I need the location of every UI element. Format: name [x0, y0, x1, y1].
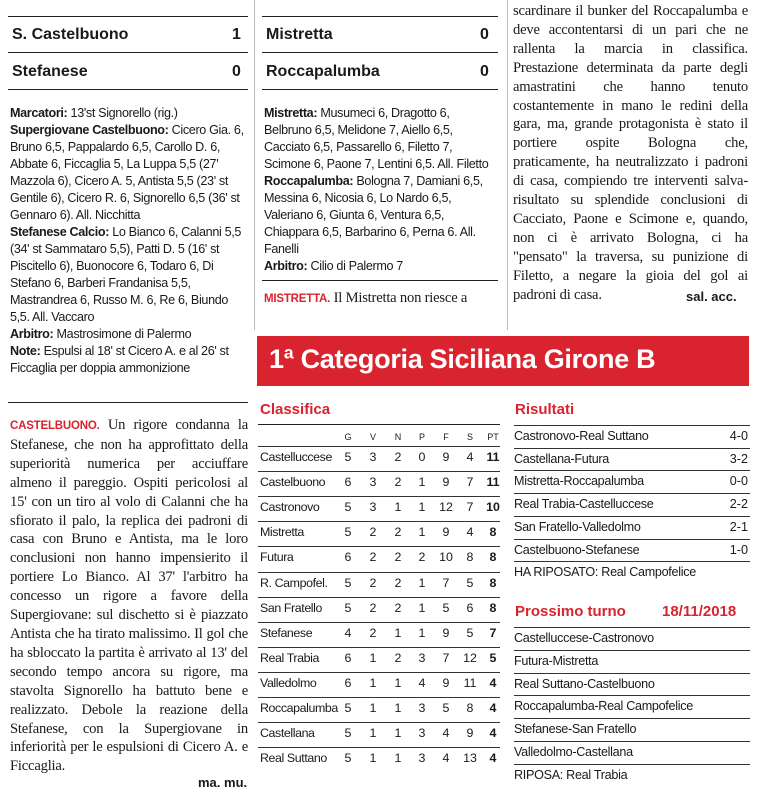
referee-line [10, 326, 248, 343]
stat-cell: 8 [466, 701, 474, 715]
rule [8, 16, 248, 17]
standings-col-header: P [418, 432, 425, 442]
points-cell: 4 [489, 701, 497, 715]
stat-cell: 1 [394, 701, 402, 715]
result-score: 0-0 [729, 474, 748, 489]
team-name: Castellana [260, 726, 315, 741]
article-author: ma. mu. [198, 775, 248, 790]
points-cell: 4 [489, 675, 497, 690]
stat-cell: 6 [344, 550, 352, 565]
match1-away-team: Stefanese [12, 63, 88, 80]
team-name: San Fratello [260, 600, 323, 615]
stat-cell: 9 [466, 726, 474, 741]
match2-home-team: Mistretta [266, 26, 333, 43]
detail-label: Arbitro: [10, 327, 54, 341]
standings-col-header: G [344, 432, 352, 442]
fixture-match: Stefanese-San Fratello [514, 722, 637, 737]
stat-cell: 1 [418, 500, 426, 515]
stat-cell: 5 [466, 625, 474, 640]
stat-cell: 5 [442, 600, 450, 615]
stat-cell: 13 [463, 751, 477, 766]
team-name: Futura [260, 550, 294, 565]
stat-cell: 6 [344, 475, 352, 490]
stat-cell: 3 [418, 650, 426, 665]
result-score: 4-0 [729, 429, 748, 443]
result-match: San Fratello-Valledolmo [514, 519, 641, 534]
points-cell: 8 [489, 600, 497, 615]
detail-text: Lo Bianco 6, Calanni 5,5 (34' st Sammataro 5,5), Patti D. 5 (16' st Piscitello 6), Buonocore 6, Todaro 6, Di Stefano 6, Barberi Frandanisa 5,5, Mastrandrea 6, Russo M. 6, Re 6, Biundo 5,5. All. Vaccaro [10, 225, 242, 324]
article-body: Un rigore condanna la Stefanese, che non ha approfittato della superiorità numerica per acciuffare almeno il pareggio. Ospiti pericolosi al 15' con un tiro al volo di Calanni che ha sfiorato il palo, la replica dei padroni di casa con Bruno e Antista, ma le loro conclusioni non hanno impensierito il portiere Lo Bianco. Al 37' l'arbitro ha concesso un rigore a favore della Supergiovane: sul dischetto si è piazzato Antista che ha tirato malissimo. Il gol che ha sbloccato la partita è arrivato al 13' del secondo tempo ancora su rigore, ma stavolta Signorello ha battuto bene e realizzato. Debole la reazione della Stefanese, con la Supergiovane in inferiorità per le espulsioni di Cicero A. e Ficcaglia. [10, 417, 248, 775]
stat-cell: 3 [418, 701, 426, 715]
stat-cell: 2 [394, 550, 402, 565]
stat-cell: 9 [442, 625, 450, 640]
stat-cell: 9 [442, 675, 450, 690]
stat-cell: 2 [394, 475, 402, 490]
stat-cell: 12 [463, 650, 477, 665]
detail-label: Stefanese Calcio: [10, 225, 110, 239]
team-name: Valledolmo [260, 675, 317, 690]
stat-cell: 4 [418, 675, 426, 690]
result-match: Mistretta-Roccapalumba [514, 474, 644, 489]
fixture-match: Valledolmo-Castellana [514, 745, 633, 759]
stat-cell: 6 [344, 675, 352, 690]
result-row [514, 539, 750, 562]
away-lineup [264, 173, 498, 258]
match1-details [10, 105, 248, 377]
stat-cell: 2 [394, 525, 402, 540]
match2-home-score: 0 [480, 26, 489, 43]
stat-cell: 1 [418, 575, 426, 590]
match2-article-start [264, 289, 498, 309]
standings-col-header: S [466, 432, 473, 442]
next-round-title: Prossimo turno [515, 603, 626, 620]
stat-cell: 5 [344, 500, 352, 515]
standings-row [258, 622, 500, 645]
away-lineup [10, 224, 248, 326]
stat-cell: 3 [418, 726, 426, 741]
next-round-date: 18/11/2018 [662, 603, 737, 620]
stat-cell: 9 [442, 450, 450, 464]
stat-cell: 2 [394, 450, 402, 464]
result-score: 2-1 [729, 519, 748, 534]
fixture-row [514, 673, 750, 696]
stat-cell: 5 [344, 525, 352, 540]
stat-cell: 4 [466, 525, 474, 540]
stat-cell: 4 [344, 625, 352, 640]
stat-cell: 5 [344, 600, 352, 615]
rule [8, 402, 248, 403]
fixture-match: Futura-Mistretta [514, 653, 599, 668]
stat-cell: 1 [394, 751, 402, 766]
team-name: R. Campofel. [260, 575, 328, 590]
home-lineup [10, 122, 248, 224]
stat-cell: 7 [442, 575, 450, 590]
stat-cell: 4 [442, 726, 450, 741]
detail-label: Supergiovane Castelbuono: [10, 123, 169, 137]
stat-cell: 4 [442, 751, 450, 766]
stat-cell: 3 [418, 751, 426, 766]
stat-cell: 8 [466, 550, 474, 565]
points-cell: 5 [489, 650, 497, 665]
stat-cell: 2 [418, 550, 426, 565]
league-banner [257, 336, 749, 386]
points-cell: 11 [486, 475, 500, 490]
stat-cell: 5 [344, 575, 352, 590]
stat-cell: 2 [369, 525, 377, 540]
article-body-start: Il Mistretta non riesce a [330, 290, 468, 306]
result-match: Real Trabia-Castelluccese [514, 497, 654, 512]
column-divider [507, 0, 508, 330]
detail-label: Note: [10, 344, 41, 358]
points-cell: 8 [489, 575, 497, 590]
stat-cell: 5 [466, 575, 474, 590]
match1-home-team: S. Castelbuono [12, 26, 129, 43]
team-name: Mistretta [260, 525, 304, 540]
stat-cell: 3 [369, 500, 377, 515]
stat-cell: 5 [344, 450, 352, 464]
detail-text: Musumeci 6, Dragotto 6, Belbruno 6,5, Melidone 7, Aiello 6,5, Cacciato 6,5, Passarello 6, Filetto 7, Scimone 6, Paone 7, Lentini 6,5. All. Filetto [264, 106, 489, 171]
stat-cell: 1 [369, 726, 377, 741]
home-lineup [264, 105, 498, 173]
article-kicker: CASTELBUONO. [10, 420, 100, 432]
standings-row [258, 521, 500, 544]
detail-label: Mistretta: [264, 106, 318, 120]
stat-cell: 9 [442, 525, 450, 540]
stat-cell: 1 [418, 475, 426, 490]
match2-away-score: 0 [480, 63, 489, 80]
notes-line [10, 343, 248, 377]
stat-cell: 10 [439, 550, 453, 565]
match2-away-team: Roccapalumba [266, 63, 380, 80]
detail-text: Cicero Gia. 6, Bruno 6,5, Pappalardo 6,5, Carollo D. 6, Abbate 6, Ficcaglia 5, La Luppa 5,5 (27' Mazzola 6), Cicero A. 5, Antista 5,5 (23' st Gentile 6), Cicero R. 6, Signorello 6,5 (36' st Gennaro 6). All. Nicchitta [10, 123, 244, 222]
stat-cell: 6 [344, 650, 352, 665]
detail-text: Bologna 7, Damiani 6,5, Messina 6, Nicosia 6, Lo Nardo 6,5, Valeriano 6, Giunta 6, Ventura 6,5, Chiappara 6,5, Barbarino 6, Perna 6. All. Fanelli [264, 174, 483, 256]
stat-cell: 5 [344, 726, 352, 741]
fixture-row [514, 695, 750, 718]
stat-cell: 4 [466, 450, 474, 464]
result-score: 3-2 [729, 451, 748, 466]
stat-cell: 6 [466, 600, 474, 615]
scorers-line [10, 105, 248, 122]
stat-cell: 3 [369, 475, 377, 490]
fixture-match: RIPOSA: Real Trabia [514, 767, 628, 782]
stat-cell: 7 [466, 475, 474, 490]
article-body-cont: scardinare il bunker del Roccapalumba e deve accontentarsi di un pari che ne rallenta la marcia in classifica. Prestazione determinata da parte degli amastratini che hanno tenuto costantemente in mano le redini della gara, ma, grande protagonista è stato il portiere ospite Bologna che, praticamente, ha neutralizzato i padroni di casa, compiendo tre interventi salva-risultato su splendide conclusioni di Cacciato, Paone e Scimone e, quando, non ci è arrivato Bologna, ci ha "pensato" la traversa, su punizione di Filetto, a negare la gioia del gol ai padroni di casa. [513, 3, 748, 303]
rule [262, 280, 498, 281]
match2-details [264, 105, 498, 275]
team-name: Roccapalumba [260, 701, 338, 715]
rule [8, 89, 248, 90]
result-match: HA RIPOSATO: Real Campofelice [514, 565, 696, 580]
standings-row [258, 572, 500, 595]
standings-row [258, 597, 500, 620]
rule [262, 52, 498, 53]
points-cell: 7 [489, 625, 497, 640]
stat-cell: 1 [369, 650, 377, 665]
result-row [514, 425, 750, 448]
article-kicker: MISTRETTA. [264, 293, 331, 305]
standings-col-header: PT [487, 432, 499, 442]
stat-cell: 11 [463, 675, 477, 690]
standings-title: Classifica [260, 401, 331, 418]
stat-cell: 1 [394, 625, 402, 640]
team-name: Stefanese [260, 625, 313, 640]
fixture-match: Castelluccese-Castronovo [514, 631, 654, 645]
stat-cell: 0 [418, 450, 426, 464]
stat-cell: 1 [369, 675, 377, 690]
stat-cell: 1 [394, 500, 402, 515]
standings-row [258, 647, 500, 670]
stat-cell: 5 [344, 751, 352, 766]
stat-cell: 5 [344, 701, 352, 715]
match2-article-cont [513, 2, 748, 305]
result-row [514, 448, 750, 471]
article-author: sal. acc. [686, 289, 737, 304]
standings-row [258, 722, 500, 745]
fixture-row [514, 627, 750, 650]
rule [262, 89, 498, 90]
team-name: Castelluccese [260, 450, 332, 464]
match1-away-score: 0 [232, 63, 241, 80]
stat-cell: 1 [394, 675, 402, 690]
team-name: Real Suttano [260, 751, 327, 766]
points-cell: 8 [489, 525, 497, 540]
standings-col-header: N [394, 432, 402, 442]
stat-cell: 1 [418, 525, 426, 540]
stat-cell: 2 [369, 600, 377, 615]
result-score: 1-0 [729, 542, 748, 557]
detail-text: Cilio di Palermo 7 [307, 259, 403, 273]
match1-article [10, 416, 248, 776]
detail-text: Espulsi al 18' st Cicero A. e al 26' st Ficcaglia per doppia ammonizione [10, 344, 229, 375]
result-match: Castellana-Futura [514, 451, 609, 466]
stat-cell: 9 [442, 475, 450, 490]
stat-cell: 3 [369, 450, 377, 464]
team-name: Castelbuono [260, 475, 326, 490]
standings-row [258, 496, 500, 519]
stat-cell: 1 [369, 751, 377, 766]
result-score: 2-2 [729, 497, 748, 512]
stat-cell: 2 [394, 650, 402, 665]
stat-cell: 2 [369, 575, 377, 590]
standings-col-header: V [369, 432, 376, 442]
stat-cell: 2 [369, 550, 377, 565]
points-cell: 10 [486, 500, 500, 515]
rule [258, 424, 500, 425]
standings-row [258, 747, 500, 770]
fixture-row [514, 650, 750, 673]
stat-cell: 1 [369, 701, 377, 715]
standings-row [258, 446, 500, 469]
stat-cell: 2 [394, 600, 402, 615]
stat-cell: 7 [442, 650, 450, 665]
result-row [514, 516, 750, 539]
standings-row [258, 697, 500, 720]
result-row [514, 561, 750, 584]
stat-cell: 1 [418, 600, 426, 615]
stat-cell: 1 [418, 625, 426, 640]
column-divider [254, 0, 255, 330]
fixture-match: Roccapalumba-Real Campofelice [514, 699, 693, 714]
results-title: Risultati [515, 401, 575, 418]
team-name: Castronovo [260, 500, 320, 515]
team-name: Real Trabia [260, 650, 319, 665]
points-cell: 8 [489, 550, 497, 565]
standings-col-header: F [443, 432, 449, 442]
stat-cell: 1 [394, 726, 402, 741]
match1-box [8, 0, 248, 809]
result-match: Castronovo-Real Suttano [514, 429, 649, 443]
detail-label: Arbitro: [264, 259, 308, 273]
points-cell: 4 [489, 726, 497, 741]
stat-cell: 2 [394, 575, 402, 590]
points-cell: 11 [486, 450, 500, 464]
points-cell: 4 [489, 751, 497, 766]
standings-row [258, 471, 500, 494]
fixture-match: Real Suttano-Castelbuono [514, 676, 655, 691]
stat-cell: 2 [369, 625, 377, 640]
match2-box [262, 0, 498, 330]
match1-home-score: 1 [232, 26, 241, 43]
result-row [514, 470, 750, 493]
standings-row [258, 546, 500, 569]
stat-cell: 7 [466, 500, 474, 515]
fixture-row [514, 764, 750, 787]
stat-cell: 12 [439, 500, 453, 515]
rule [8, 52, 248, 53]
result-match: Castelbuono-Stefanese [514, 542, 640, 557]
fixture-row [514, 718, 750, 741]
detail-label: Marcatori: [10, 106, 68, 120]
rule [262, 16, 498, 17]
league-title: 1ª Categoria Siciliana Girone B [269, 344, 656, 374]
detail-text: Mastrosimone di Palermo [53, 327, 192, 341]
fixture-row [514, 741, 750, 764]
standings-row [258, 672, 500, 695]
stat-cell: 5 [442, 701, 450, 715]
detail-text: 13'st Signorello (rig.) [67, 106, 178, 120]
result-row [514, 493, 750, 516]
detail-label: Roccapalumba: [264, 174, 354, 188]
referee-line [264, 258, 498, 275]
